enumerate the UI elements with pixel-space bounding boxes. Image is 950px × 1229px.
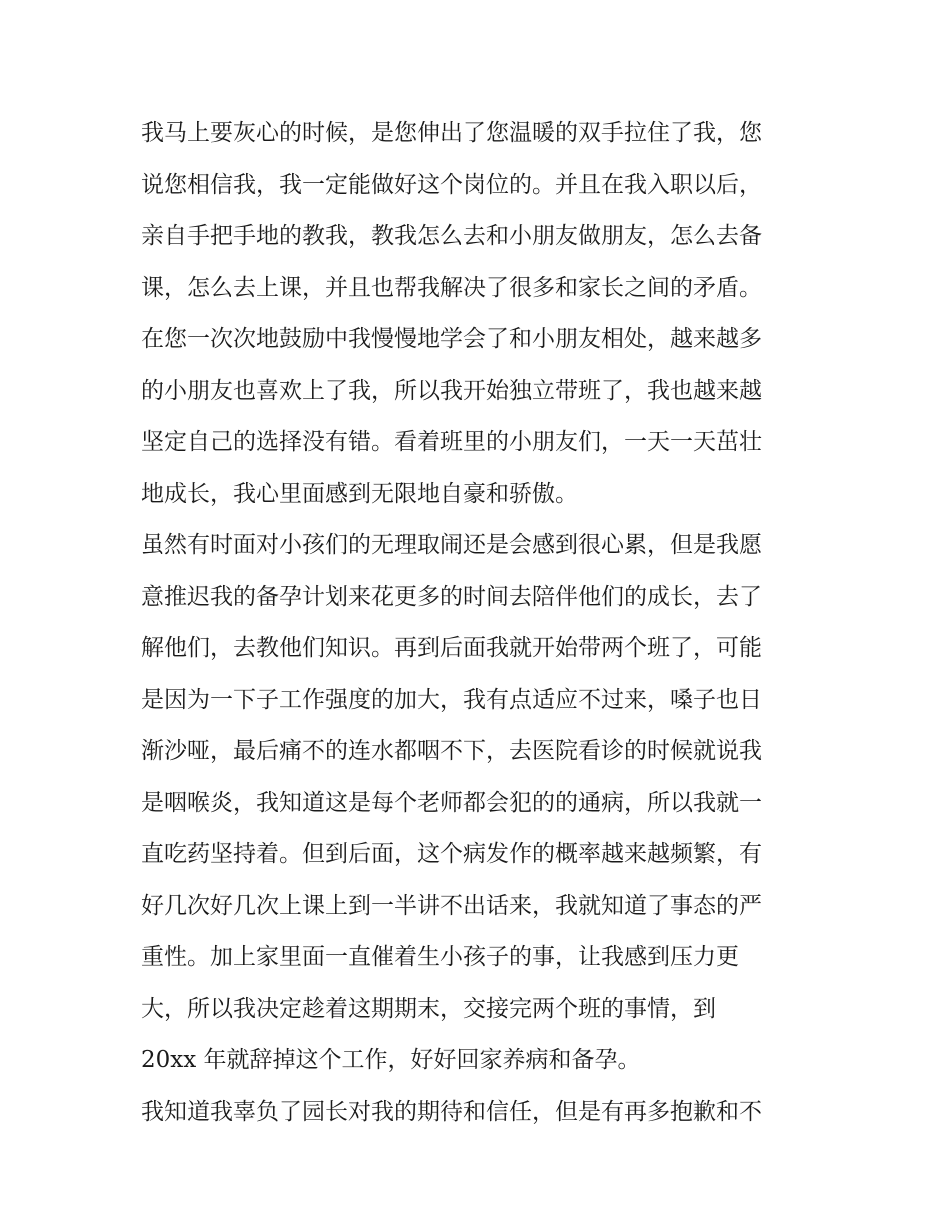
paragraph-1-line-3: 亲自手把手地的教我，教我怎么去和小朋友做朋友，怎么去备 [141, 223, 762, 249]
paragraph-1-line-5: 在您一次次地鼓励中我慢慢地学会了和小朋友相处，越来越多 [141, 326, 762, 352]
paragraph-1-line-6: 的小朋友也喜欢上了我，所以我开始独立带班了，我也越来越 [141, 377, 762, 404]
paragraph-2-line-4: 是因为一下子工作强度的加大，我有点适应不过来，嗓子也日 [141, 686, 762, 713]
paragraph-2-line-9: 重性。加上家里面一直催着生小孩子的事，让我感到压力更 [141, 944, 739, 970]
paragraph-2-line-8: 好几次好几次上课上到一半讲不出话来，我就知道了事态的严 [141, 892, 762, 919]
paragraph-2-line-1: 虽然有时面对小孩们的无理取闹还是会感到很心累，但是我愿 [141, 532, 762, 558]
paragraph-2-line-5: 渐沙哑，最后痛不的连水都咽不下，去医院看诊的时候就说我 [141, 738, 762, 764]
paragraph-1-line-2: 说您相信我，我一定能做好这个岗位的。并且在我入职以后， [141, 171, 762, 198]
paragraph-3-line-1: 我知道我辜负了园长对我的期待和信任，但是有再多抱歉和不 [141, 1098, 762, 1125]
paragraph-2-line-2: 意推迟我的备孕计划来花更多的时间去陪伴他们的成长，去了 [141, 583, 762, 610]
paragraph-1-line-4: 课，怎么去上课，并且也帮我解决了很多和家长之间的矛盾。 [141, 274, 762, 301]
paragraph-2-line-3: 解他们，去教他们知识。再到后面我就开始带两个班了，可能 [141, 635, 762, 661]
paragraph-2-line-7: 直吃药坚持着。但到后面，这个病发作的概率越来越频繁，有 [141, 841, 762, 867]
paragraph-1-line-7: 坚定自己的选择没有错。看着班里的小朋友们，一天一天茁壮 [141, 429, 762, 455]
paragraph-2-line-6: 是咽喉炎，我知道这是每个老师都会犯的的通病，所以我就一 [141, 789, 762, 816]
paragraph-2-line-10: 大，所以我决定趁着这期期末，交接完两个班的事情，到 [141, 995, 716, 1022]
paragraph-2-line-11: 20xx 年就辞掉这个工作，好好回家养病和备孕。 [141, 1047, 641, 1073]
paragraph-1-line-8: 地成长，我心里面感到无限地自豪和骄傲。 [141, 480, 578, 507]
paragraph-1-line-1: 我马上要灰心的时候，是您伸出了您温暖的双手拉住了我，您 [141, 120, 762, 146]
document-body [141, 108, 821, 1138]
